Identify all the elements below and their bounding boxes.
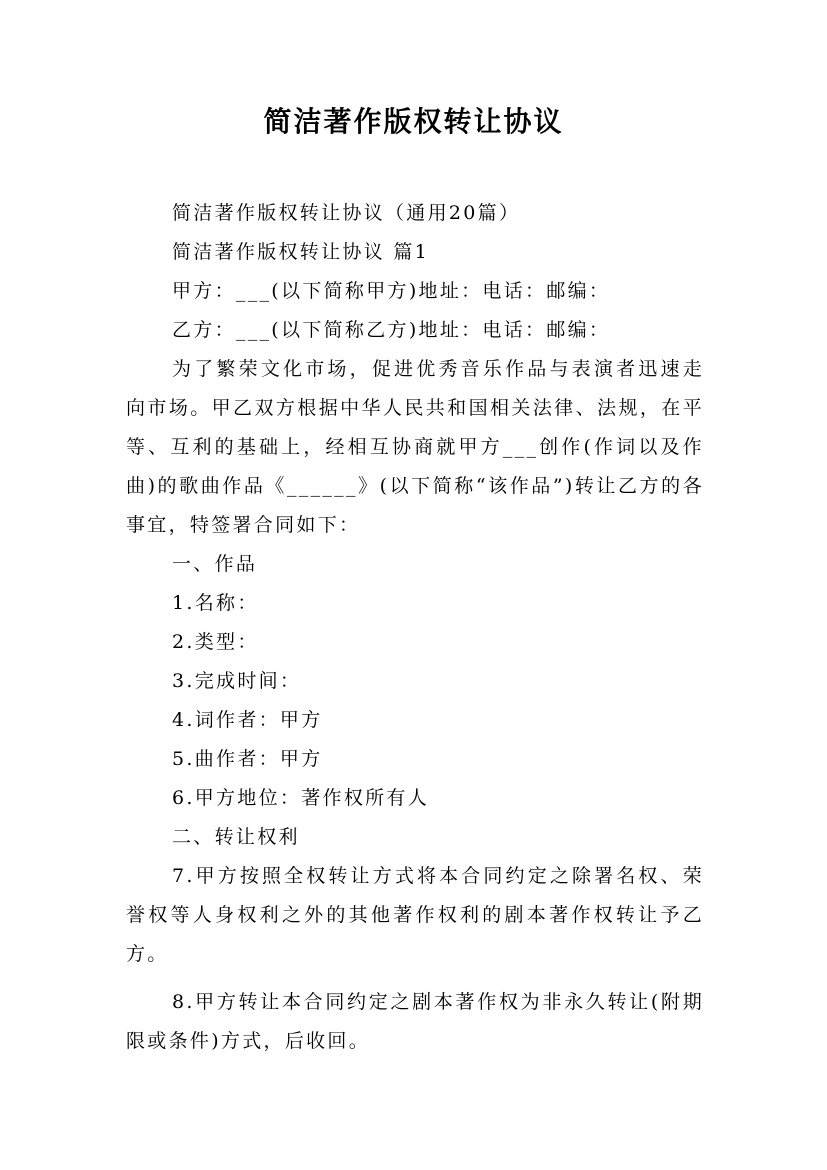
paragraph-item-lyricist: 4.词作者：甲方 [172, 709, 323, 731]
paragraph-clause-8: 8.甲方转让本合同约定之剧本著作权为非永久转让(附期限或条件)方式，后收回。 [126, 991, 704, 1052]
document-title: 简洁著作版权转让协议 [263, 105, 564, 138]
paragraph-section-heading: 简洁著作版权转让协议 篇1 [172, 241, 430, 263]
paragraph-party-a: 甲方：___(以下简称甲方)地址：电话：邮编： [172, 280, 611, 302]
paragraph-party-b: 乙方：___(以下简称乙方)地址：电话：邮编： [172, 319, 611, 341]
paragraph-heading-transfer-rights: 二、转让权利 [172, 826, 300, 848]
document-body [126, 194, 704, 1061]
paragraph-heading-work: 一、作品 [172, 553, 258, 575]
paragraph-preamble: 为了繁荣文化市场，促进优秀音乐作品与表演者迅速走向市场。甲乙双方根据中华人民共和国相关法律、法规，在平等、互利的基础上，经相互协商就甲方___创作(作词以及作曲)的歌曲作品《______》(以下简称“该作品”)转让乙方的各事宜，特签署合同如下： [126, 358, 704, 536]
paragraph-clause-7: 7.甲方按照全权转让方式将本合同约定之除署名权、荣誉权等人身权利之外的其他著作权利的剧本著作权转让予乙方。 [126, 865, 704, 965]
paragraph-item-completion-time: 3.完成时间： [172, 670, 302, 692]
paragraph-item-type: 2.类型： [172, 631, 259, 653]
paragraph-item-name: 1.名称： [172, 592, 259, 614]
paragraph-item-status: 6.甲方地位：著作权所有人 [172, 787, 430, 809]
paragraph-subtitle: 简洁著作版权转让协议（通用20篇） [172, 202, 521, 224]
paragraph-item-composer: 5.曲作者：甲方 [172, 748, 323, 770]
